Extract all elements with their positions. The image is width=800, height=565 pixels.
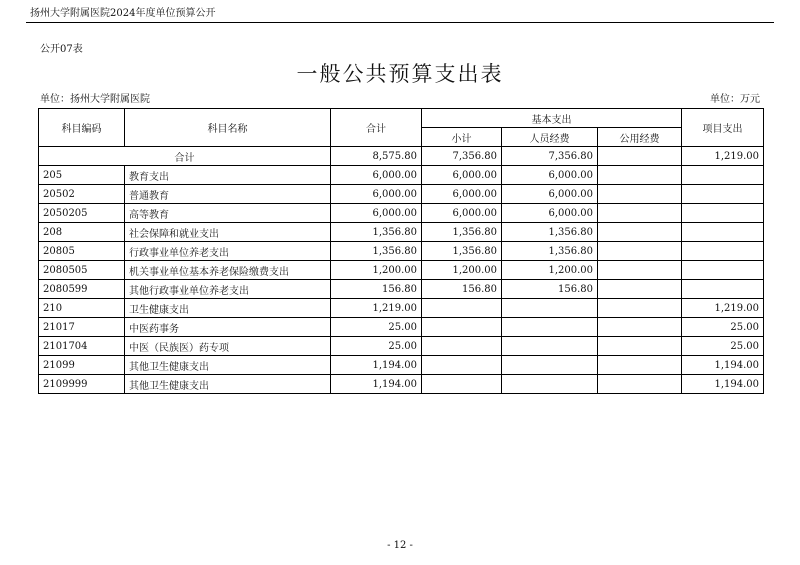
- row-personnel: 1,356.80: [502, 242, 598, 261]
- row-public: [598, 375, 682, 394]
- currency-unit-label: 单位：万元: [710, 94, 760, 105]
- document-title: 一般公共预算支出表: [296, 62, 504, 86]
- row-name: 中医（民族医）药专项: [125, 337, 331, 356]
- row-total: 6,000.00: [331, 166, 422, 185]
- row-personnel: 6,000.00: [502, 185, 598, 204]
- table-row: [39, 337, 764, 356]
- row-subtotal: [422, 337, 502, 356]
- row-project: 1,194.00: [682, 375, 764, 394]
- row-project: 1,219.00: [682, 299, 764, 318]
- row-public: [598, 166, 682, 185]
- summary-personnel: 7,356.80: [502, 147, 598, 166]
- row-personnel: [502, 318, 598, 337]
- row-total: 156.80: [331, 280, 422, 299]
- table-row: [39, 223, 764, 242]
- row-personnel: 156.80: [502, 280, 598, 299]
- table-row: [39, 280, 764, 299]
- row-name: 中医药事务: [125, 318, 331, 337]
- table-row: [39, 318, 764, 337]
- row-subtotal: 1,356.80: [422, 242, 502, 261]
- row-public: [598, 242, 682, 261]
- row-personnel: [502, 375, 598, 394]
- row-project: 25.00: [682, 318, 764, 337]
- header-public: 公用经费: [598, 128, 682, 147]
- row-code: 210: [39, 299, 125, 318]
- row-public: [598, 223, 682, 242]
- row-code: 205: [39, 166, 125, 185]
- summary-public: [598, 147, 682, 166]
- row-subtotal: [422, 299, 502, 318]
- row-personnel: [502, 299, 598, 318]
- row-code: 2109999: [39, 375, 125, 394]
- row-name: 其他卫生健康支出: [125, 356, 331, 375]
- budget-table: [38, 108, 764, 394]
- row-name: 其他卫生健康支出: [125, 375, 331, 394]
- row-project: [682, 261, 764, 280]
- row-name: 高等教育: [125, 204, 331, 223]
- table-row: [39, 185, 764, 204]
- row-code: 2050205: [39, 204, 125, 223]
- row-public: [598, 204, 682, 223]
- row-name: 行政事业单位养老支出: [125, 242, 331, 261]
- row-name: 教育支出: [125, 166, 331, 185]
- row-code: 2101704: [39, 337, 125, 356]
- row-project: 1,194.00: [682, 356, 764, 375]
- row-public: [598, 280, 682, 299]
- row-personnel: [502, 337, 598, 356]
- row-code: 208: [39, 223, 125, 242]
- row-subtotal: 156.80: [422, 280, 502, 299]
- row-personnel: 6,000.00: [502, 166, 598, 185]
- table-row: [39, 166, 764, 185]
- row-total: 1,194.00: [331, 375, 422, 394]
- row-total: 6,000.00: [331, 204, 422, 223]
- table-row: [39, 204, 764, 223]
- row-personnel: 1,356.80: [502, 223, 598, 242]
- row-code: 20805: [39, 242, 125, 261]
- row-personnel: 6,000.00: [502, 204, 598, 223]
- header-project: 项目支出: [682, 109, 764, 147]
- row-project: [682, 185, 764, 204]
- row-name: 机关事业单位基本养老保险缴费支出: [125, 261, 331, 280]
- unit-label: 单位：扬州大学附属医院: [40, 94, 150, 105]
- row-public: [598, 299, 682, 318]
- page-number: - 12 -: [387, 540, 413, 551]
- header-total: 合计: [331, 109, 422, 147]
- summary-row: [39, 147, 764, 166]
- row-public: [598, 261, 682, 280]
- row-public: [598, 337, 682, 356]
- row-code: 21017: [39, 318, 125, 337]
- row-project: [682, 242, 764, 261]
- row-project: [682, 204, 764, 223]
- table-row: [39, 356, 764, 375]
- row-subtotal: 6,000.00: [422, 185, 502, 204]
- summary-label: 合计: [39, 147, 331, 166]
- row-public: [598, 356, 682, 375]
- row-name: 社会保障和就业支出: [125, 223, 331, 242]
- header-name: 科目名称: [125, 109, 331, 147]
- row-project: [682, 166, 764, 185]
- row-total: 1,219.00: [331, 299, 422, 318]
- row-subtotal: [422, 356, 502, 375]
- summary-subtotal: 7,356.80: [422, 147, 502, 166]
- table-row: [39, 242, 764, 261]
- row-subtotal: 1,200.00: [422, 261, 502, 280]
- row-total: 25.00: [331, 337, 422, 356]
- table-row: [39, 375, 764, 394]
- row-subtotal: [422, 375, 502, 394]
- row-code: 2080505: [39, 261, 125, 280]
- row-personnel: 1,200.00: [502, 261, 598, 280]
- header-personnel: 人员经费: [502, 128, 598, 147]
- row-subtotal: 6,000.00: [422, 204, 502, 223]
- row-public: [598, 185, 682, 204]
- row-name: 普通教育: [125, 185, 331, 204]
- row-code: 20502: [39, 185, 125, 204]
- row-total: 25.00: [331, 318, 422, 337]
- row-total: 1,194.00: [331, 356, 422, 375]
- table-number: 公开07表: [40, 44, 83, 55]
- summary-total: 8,575.80: [331, 147, 422, 166]
- row-personnel: [502, 356, 598, 375]
- row-name: 其他行政事业单位养老支出: [125, 280, 331, 299]
- row-subtotal: [422, 318, 502, 337]
- row-total: 1,356.80: [331, 242, 422, 261]
- header-rule: [26, 22, 774, 23]
- header-subtotal: 小计: [422, 128, 502, 147]
- row-total: 1,356.80: [331, 223, 422, 242]
- row-public: [598, 318, 682, 337]
- header-basic: 基本支出: [422, 109, 682, 128]
- row-code: 21099: [39, 356, 125, 375]
- table-row: [39, 299, 764, 318]
- row-total: 6,000.00: [331, 185, 422, 204]
- row-project: [682, 280, 764, 299]
- table-row: [39, 261, 764, 280]
- row-project: [682, 223, 764, 242]
- row-project: 25.00: [682, 337, 764, 356]
- header-code: 科目编码: [39, 109, 125, 147]
- row-name: 卫生健康支出: [125, 299, 331, 318]
- page-header: 扬州大学附属医院2024年度单位预算公开: [30, 8, 216, 19]
- row-total: 1,200.00: [331, 261, 422, 280]
- row-subtotal: 1,356.80: [422, 223, 502, 242]
- row-subtotal: 6,000.00: [422, 166, 502, 185]
- summary-project: 1,219.00: [682, 147, 764, 166]
- row-code: 2080599: [39, 280, 125, 299]
